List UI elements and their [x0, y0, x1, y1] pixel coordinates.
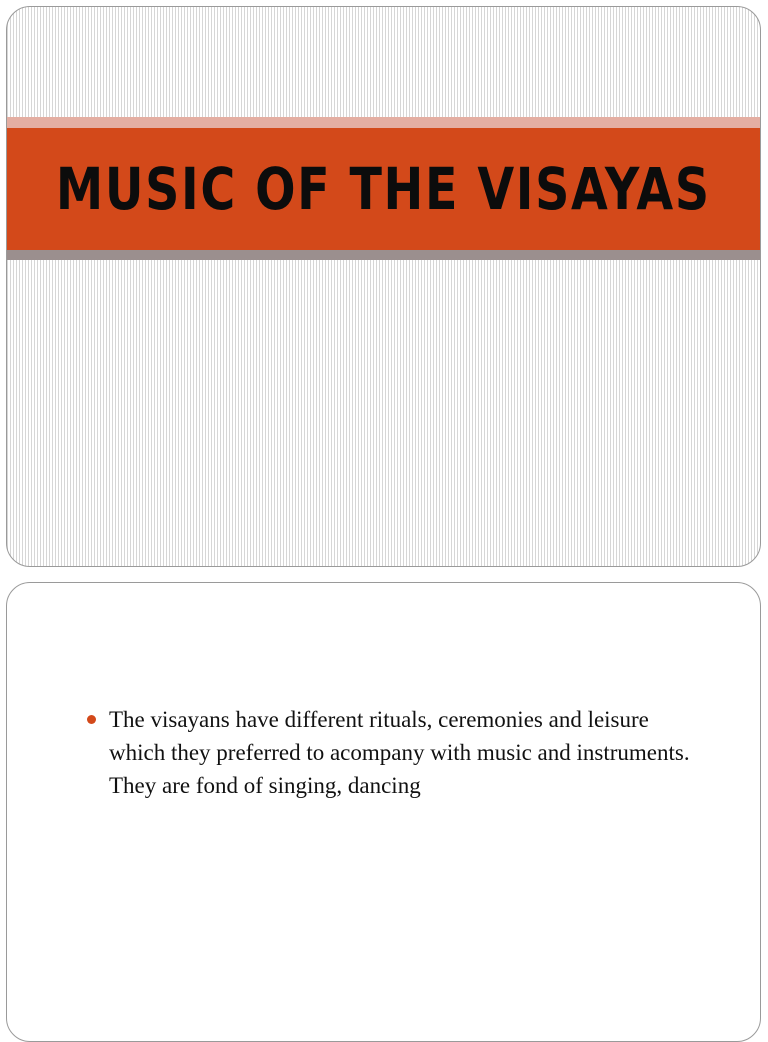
slide-2	[6, 582, 761, 1042]
title-band-bottom-stripe	[7, 250, 760, 260]
slide-1	[6, 6, 761, 567]
title-band	[7, 128, 760, 250]
bullet-list	[87, 703, 707, 802]
title-band-top-stripe	[7, 117, 760, 128]
slide-title: MUSIC OF THE VISAYAS	[56, 155, 711, 223]
bullet-dot-icon	[87, 715, 96, 724]
bullet-item	[87, 703, 707, 802]
bullet-text: The visayans have different rituals, ceremonies and leisure which they preferred to acompany with music and instruments. They are fond of singing, dancing	[109, 707, 690, 798]
